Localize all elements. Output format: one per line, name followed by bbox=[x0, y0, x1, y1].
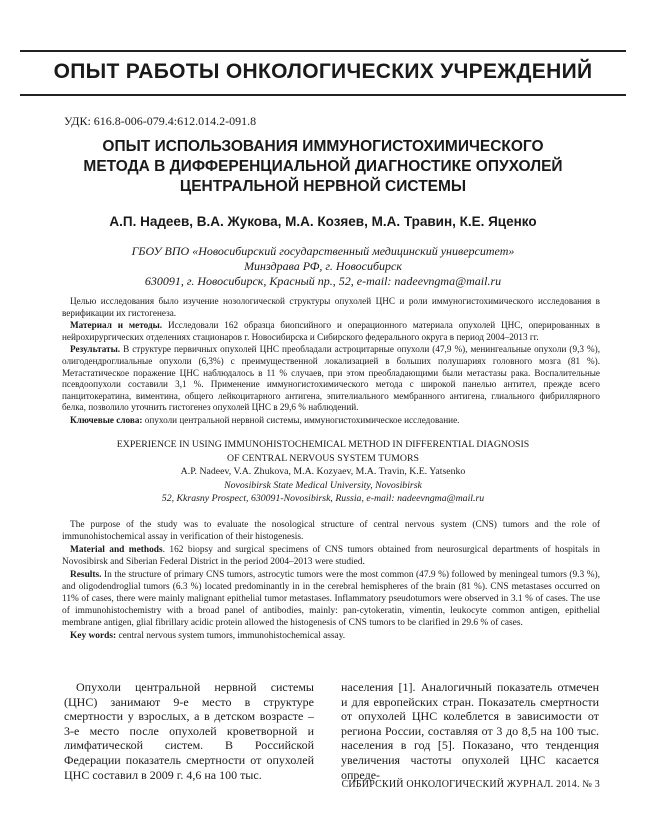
materials-text: Исследовали 162 образца биопсийного и операционного материала опухолей ЦНС, оперированных в нейрохирургических отделениях стационаров г. Новосибирска и Сибирского федерального округа в период 2004–2013 гг. bbox=[62, 320, 600, 342]
article-title bbox=[30, 137, 616, 197]
body-paragraph: Опухоли центральной нервной системы (ЦНС) занимают 9-е место в структуре смертности у взрослых, а в детском возрасте – 3-е место после опухолей кроветворной и лимфатической систем. В Российской Федерации показатель смертности от опухолей ЦНС составил в 2009 г. 4,6 на 100 тыс. bbox=[64, 680, 314, 782]
en-authors: A.P. Nadeev, V.A. Zhukova, M.A. Kozyaev, M.A. Travin, K.E. Yatsenko bbox=[180, 466, 466, 477]
keywords-label: Ключевые слова: bbox=[70, 414, 143, 425]
udc-code: УДК: 616.8-006-079.4:612.014.2-091.8 bbox=[64, 114, 257, 128]
abstract-russian bbox=[62, 296, 600, 428]
abstract-keywords bbox=[62, 630, 600, 642]
results-label: Результаты. bbox=[70, 344, 121, 355]
abstract-results bbox=[62, 344, 600, 414]
journal-footer: СИБИРСКИЙ ОНКОЛОГИЧЕСКИЙ ЖУРНАЛ. 2014. № 3 bbox=[341, 779, 600, 790]
body-paragraph: населения [1]. Аналогичный показатель отмечен и для европейских стран. Показатель смертности от опухолей ЦНС колеблется в зависимости от региона России, составляя от 3 до 8,5 на 100 тыс. населения в год [5]. Показано, что тенденция увеличения частоты опухолей ЦНС касается опреде- bbox=[341, 680, 599, 782]
en-affiliation: Novosibirsk State Medical University, Novosibirsk bbox=[224, 479, 422, 491]
affiliation-line: 630091, г. Новосибирск, Красный пр., 52, e-mail: nadeevngma@mail.ru bbox=[144, 274, 502, 288]
materials-label: Материал и методы. bbox=[70, 320, 163, 331]
top-rule bbox=[20, 50, 626, 52]
materials-label: Material and methods bbox=[70, 545, 163, 555]
section-header bbox=[20, 50, 626, 96]
abstract-materials bbox=[62, 320, 600, 343]
body-column-right bbox=[341, 680, 599, 782]
results-text: In the structure of primary CNS tumors, astrocytic tumors were the most common (47.9 %) followed by meningeal tumors (9.3 %), and oligodendroglial tumors (6.3 %) located predominantly in in the cerebral hemispheres of the brain (81 %). CNS metastases occurred on 11% of cases, there were mainly malignant epithelial tumor metastases. Inflammatory pseudotumors were observed in 3.1 % of cases. The use of immunohistochemistry with a broad panel of antibodies, mainly: pan-cytokeratin, vimentin, leukocyte common antigen, epithelial membrane antigen, glial fibrillary acidic protein allowed the histogenesis of CNS tumors to be clarified in 29.6 % of cases. bbox=[62, 570, 600, 628]
abstract-intro: The purpose of the study was to evaluate the nosological structure of central nervous system (CNS) tumors and the role of immunohistochemical assay in verification of their histogenesis. bbox=[62, 520, 600, 542]
bottom-rule bbox=[20, 94, 626, 96]
abstract-english bbox=[62, 519, 600, 643]
materials-text: . 162 biopsy and surgical specimens of CNS tumors obtained from neurosurgical departments of hospitals in Novosibirsk and Siberian Federal District in the period 2004–2013 were studied. bbox=[62, 545, 600, 567]
title-line: МЕТОДА В ДИФФЕРЕНЦИАЛЬНОЙ ДИАГНОСТИКЕ ОПУХОЛЕЙ bbox=[83, 158, 563, 175]
body-column-left bbox=[64, 680, 314, 782]
english-header bbox=[0, 438, 646, 506]
keywords-text: опухоли центральной нервной системы, иммуногистохимическое исследование. bbox=[142, 414, 460, 425]
title-line: ЦЕНТРАЛЬНОЙ НЕРВНОЙ СИСТЕМЫ bbox=[179, 178, 467, 195]
abstract-keywords bbox=[62, 415, 600, 427]
keywords-text: central nervous system tumors, immunohistochemical assay. bbox=[116, 631, 346, 641]
abstract-materials bbox=[62, 544, 600, 568]
affiliation bbox=[0, 244, 646, 289]
abstract-results bbox=[62, 569, 600, 629]
affiliation-line: Минздрава РФ, г. Новосибирск bbox=[244, 259, 402, 273]
results-label: Results. bbox=[70, 570, 102, 580]
section-title: ОПЫТ РАБОТЫ ОНКОЛОГИЧЕСКИХ УЧРЕЖДЕНИЙ bbox=[53, 60, 593, 83]
affiliation-line: ГБОУ ВПО «Новосибирский государственный медицинский университет» bbox=[131, 244, 515, 258]
results-text: В структуре первичных опухолей ЦНС преобладали астроцитарные опухоли (47,9 %), менингеальные опухоли (9,3 %), олигодендроглиальные опухоли (6,3%) с преимущественной локализацией в больших полушариях головного мозга (81 %). Метастатическое поражение ЦНС наблюдалось в 11 % случаев, при этом преобладающими были метастазы рака. Воспалительные псевдоопухоли составили 3,1 %. Применение иммуногистохимического метода с широкой панелью антител, прежде всего панцитокератина, виментина, общего лейкоцитарного антигена, эпителиального мембранного антигена, глиального фибриллярного белка, позволило уточнить гистогенез опухолей ЦНС в 29,6 % наблюдений. bbox=[62, 344, 600, 413]
en-address: 52, Kkrasny Prospect, 630091-Novosibirsk, Russia, e-mail: nadeevngma@mail.ru bbox=[161, 493, 485, 504]
en-title-line: EXPERIENCE IN USING IMMUNOHISTOCHEMICAL METHOD IN DIFFERENTIAL DIAGNOSIS bbox=[116, 439, 530, 450]
authors: А.П. Надеев, В.А. Жукова, М.А. Козяев, М.А. Травин, К.Е. Яценко bbox=[109, 214, 537, 229]
title-line: ОПЫТ ИСПОЛЬЗОВАНИЯ ИММУНОГИСТОХИМИЧЕСКОГО bbox=[102, 138, 544, 155]
keywords-label: Key words: bbox=[70, 631, 117, 641]
en-title-line: OF CENTRAL NERVOUS SYSTEM TUMORS bbox=[227, 452, 419, 464]
abstract-intro: Целью исследования было изучение нозологической структуры опухолей ЦНС и роли иммуногистохимического исследования в верификации их гистогенеза. bbox=[62, 296, 600, 318]
